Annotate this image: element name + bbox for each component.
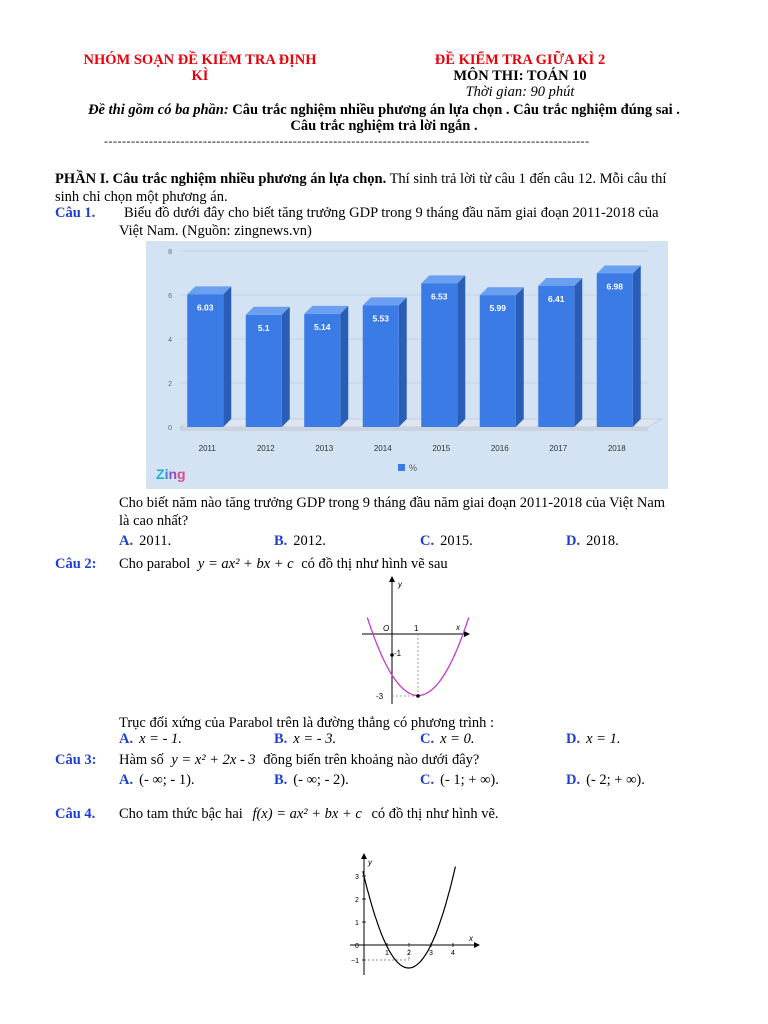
chart-y-tick-label: 0	[168, 425, 172, 432]
chart-x-tick-label: 2014	[373, 444, 392, 453]
chart-x-tick-label: 2017	[549, 444, 568, 453]
q1-label: Câu 1.	[55, 205, 96, 221]
chart-bar-side	[223, 286, 231, 427]
q3-option-a[interactable]	[119, 772, 195, 789]
q4-parabola-graph	[346, 853, 480, 975]
part1-desc2: sinh chỉ chọn một phương án.	[55, 189, 228, 205]
chart-bar-side	[574, 278, 582, 427]
q1-option-b[interactable]	[274, 533, 326, 550]
q1-text	[119, 204, 719, 240]
chart-bar-side	[457, 275, 465, 427]
chart-y-tick-label: 8	[168, 249, 172, 256]
q4-label: Câu 4.	[55, 806, 96, 822]
chart-x-tick-label: 2011	[198, 444, 216, 453]
chart-x-tick-label: 2015	[432, 444, 451, 453]
q1-option-b-label: B.	[274, 533, 288, 549]
chart-bar	[187, 294, 223, 427]
q2-minus-three-label: -3	[376, 692, 384, 701]
chart-data-label: 5.53	[372, 313, 390, 324]
q1-text2: Việt Nam. (Nguồn: zingnews.vn)	[119, 223, 312, 239]
q1-question1: Cho biết năm nào tăng trưởng GDP trong 9 tháng đầu năm giai đoạn 2011-2018 của Việt Nam	[119, 495, 666, 511]
q1-question	[119, 494, 719, 530]
q4-y-arrow	[361, 853, 367, 859]
q2-vertex	[416, 694, 420, 698]
intro-italic: Đề thi gồm có ba phần:	[88, 102, 229, 118]
header-left	[60, 52, 340, 84]
legend-swatch	[398, 464, 405, 471]
chart-y-tick-label: 6	[168, 293, 172, 300]
q2-option-b-value: x = - 3.	[293, 731, 337, 747]
q3-option-c-value: (- 1; + ∞).	[440, 772, 499, 788]
chart-data-label: 6.98	[606, 281, 624, 292]
q3-option-a-label: A.	[119, 772, 134, 788]
q1-text1: Biểu đồ dưới đây cho biết tăng trưởng GDP trong 9 tháng đầu năm giai đoạn 2011-2018 của	[124, 205, 659, 221]
q4-formula: f(x) = ax² + bx + c	[252, 806, 362, 822]
part1-heading	[55, 170, 715, 206]
chart-data-label: 5.1	[257, 322, 270, 333]
q1-option-a[interactable]	[119, 533, 171, 550]
q1-option-b-value: 2012.	[293, 533, 326, 549]
q2-option-d-value: x = 1.	[586, 731, 621, 747]
q3-option-a-value: (- ∞; - 1).	[139, 772, 195, 788]
part1-title: PHẦN I. Câu trắc nghiệm nhiều phương án lựa chọn.	[55, 171, 387, 187]
exam-intro	[40, 102, 728, 134]
chart-bar-side	[633, 265, 641, 427]
q2-option-d[interactable]	[566, 731, 620, 748]
chart-bar	[421, 283, 457, 427]
exam-title: ĐỀ KIỂM TRA GIỮA KÌ 2	[434, 52, 606, 68]
q2-x-label: x	[456, 623, 460, 632]
q1-option-d-label: D.	[566, 533, 581, 549]
q2-parabola-graph	[362, 576, 470, 704]
q2-option-c[interactable]	[420, 731, 474, 748]
q4-y1-label: 1	[355, 920, 359, 927]
q2-text-after: có đồ thị như hình vẽ sau	[301, 556, 448, 572]
header-left-line2: KÌ	[191, 68, 209, 84]
chart-data-label: 5.99	[489, 303, 507, 314]
q3-label: Câu 3:	[55, 752, 97, 768]
chart-bar-side	[282, 307, 290, 427]
chart-bar-side	[516, 287, 524, 427]
q4-x3-label: 3	[429, 950, 433, 957]
chart-bar	[480, 295, 516, 427]
q2-y-label: y	[398, 580, 402, 589]
q2-option-a-value: x = - 1.	[139, 731, 182, 747]
q2-minus-one-label: -1	[394, 649, 402, 658]
q2-option-b-label: B.	[274, 731, 288, 747]
chart-data-label: 5.14	[313, 321, 331, 332]
q3-option-c-label: C.	[420, 772, 435, 788]
q3-text-after: đồng biến trên khoảng nào dưới đây?	[263, 752, 480, 768]
q4-y-label: y	[368, 858, 372, 867]
q3-option-d-value: (- 2; + ∞).	[586, 772, 645, 788]
q4-text	[119, 805, 719, 823]
chart-bar-side	[399, 297, 407, 427]
chart-x-tick-label: 2013	[315, 444, 334, 453]
q1-option-c-label: C.	[420, 533, 435, 549]
q4-text-after: có đồ thị như hình vẽ.	[371, 806, 499, 822]
q1-option-c[interactable]	[420, 533, 473, 550]
intro-rest: Câu trắc nghiệm nhiều phương án lựa chọn . Câu trắc nghiệm đúng sai .	[228, 102, 680, 118]
q1-option-a-value: 2011.	[139, 533, 172, 549]
q2-option-a-label: A.	[119, 731, 134, 747]
header-left-line1: NHÓM SOẠN ĐỀ KIỂM TRA ĐỊNH	[83, 52, 317, 68]
zing-logo-z: Z	[156, 466, 165, 482]
chart-data-label: 6.41	[547, 293, 565, 304]
q4-x-arrow	[474, 942, 480, 948]
q4-origin-label: 0	[355, 943, 359, 950]
chart-x-tick-label: 2012	[256, 444, 275, 453]
q3-option-b[interactable]	[274, 772, 349, 789]
chart-data-label: 6.03	[196, 302, 214, 313]
q2-formula: y = ax² + bx + c	[197, 556, 294, 572]
q2-x-arrow	[464, 631, 470, 637]
q3-text	[119, 751, 719, 769]
q4-x2-label: 2	[407, 950, 411, 957]
q2-y-arrow	[389, 576, 395, 582]
q4-x4-label: 4	[451, 950, 455, 957]
legend-label: %	[409, 463, 418, 473]
header-right	[400, 52, 640, 100]
divider: ------------------------------------------------------------------------------------------------------------	[104, 134, 590, 148]
q4-x-label: x	[469, 934, 473, 943]
q4-text-before: Cho tam thức bậc hai	[119, 806, 243, 822]
chart-x-tick-label: 2016	[490, 444, 509, 453]
q2-one-label: 1	[414, 624, 419, 633]
q1-question2: là cao nhất?	[119, 513, 189, 529]
q4-ym1-label: −1	[351, 958, 359, 965]
zing-logo	[156, 466, 186, 482]
chart-bar	[538, 286, 574, 427]
gdp-bar-chart	[146, 241, 668, 489]
zing-logo-g: g	[177, 466, 186, 482]
q1-option-a-label: A.	[119, 533, 134, 549]
zing-logo-i: i	[164, 466, 169, 482]
q1-option-d[interactable]	[566, 533, 619, 550]
q3-formula: y = x² + 2x - 3	[171, 752, 256, 768]
exam-time: Thời gian: 90 phút	[465, 84, 575, 100]
q4-y2-label: 2	[355, 897, 359, 904]
q4-x1-label: 1	[385, 950, 389, 957]
chart-bar-side	[340, 306, 348, 427]
q2-option-b[interactable]	[274, 731, 336, 748]
chart-y-tick-label: 2	[168, 381, 172, 388]
subject: MÔN THI: TOÁN 10	[453, 68, 587, 84]
chart-bar	[363, 305, 399, 427]
q2-label: Câu 2:	[55, 556, 97, 572]
chart-y-tick-label: 4	[168, 337, 172, 344]
q3-option-b-label: B.	[274, 772, 288, 788]
q2-option-a[interactable]	[119, 731, 182, 748]
zing-logo-n: n	[168, 466, 178, 482]
chart-bar	[597, 273, 633, 427]
q2-text	[119, 555, 719, 573]
q2-option-c-value: x = 0.	[440, 731, 475, 747]
q2-origin-label: O	[383, 624, 390, 633]
intro-line2: Câu trắc nghiệm trả lời ngắn .	[290, 118, 478, 134]
q3-text-before: Hàm số	[119, 752, 164, 768]
q3-option-d[interactable]	[566, 772, 645, 789]
q3-option-b-value: (- ∞; - 2).	[293, 772, 349, 788]
q2-option-c-label: C.	[420, 731, 435, 747]
q3-option-d-label: D.	[566, 772, 581, 788]
chart-x-tick-label: 2018	[607, 444, 626, 453]
part1-desc: Thí sinh trả lời từ câu 1 đến câu 12. Mỗi câu thí	[386, 171, 667, 187]
q2-text-before: Cho parabol	[119, 556, 191, 572]
q4-y3-label: 3	[355, 874, 359, 881]
q2-option-d-label: D.	[566, 731, 581, 747]
q2-question: Trục đối xứng của Parabol trên là đường thẳng có phương trình :	[119, 715, 495, 731]
q1-option-d-value: 2018.	[586, 533, 619, 549]
q3-option-c[interactable]	[420, 772, 499, 789]
chart-data-label: 6.53	[430, 291, 448, 302]
chart-floor-edge	[180, 427, 648, 431]
q1-option-c-value: 2015.	[440, 533, 473, 549]
